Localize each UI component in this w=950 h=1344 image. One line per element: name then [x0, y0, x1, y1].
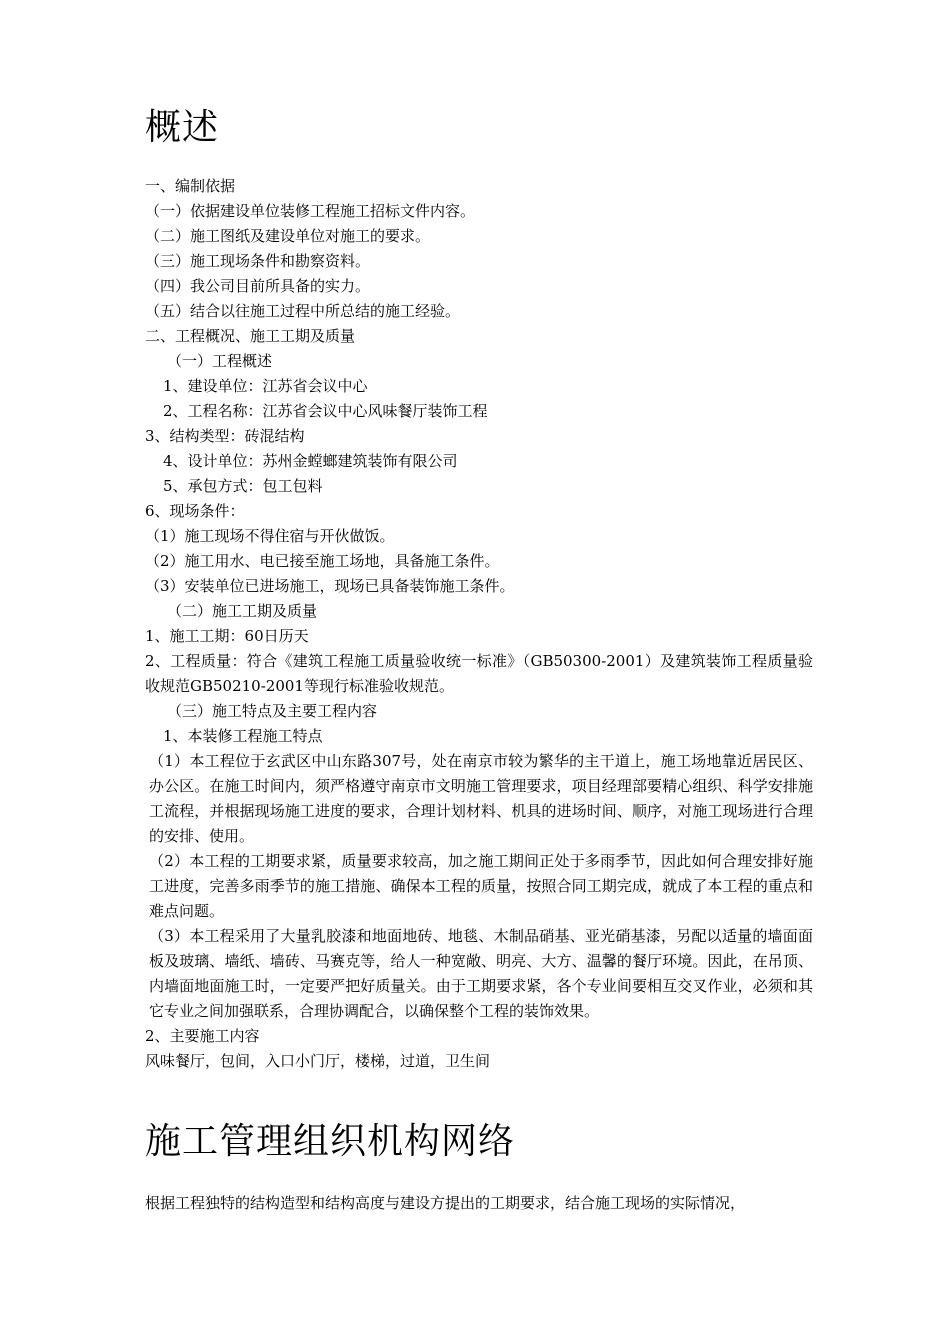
paragraph: （3）本工程采用了大量乳胶漆和地面地砖、地毯、木制品硝基、亚光硝基漆，另配以适量的墙面面板及玻璃、墙纸、墙砖、马赛克等，给人一种宽敞、明亮、大方、温馨的餐厅环境。因此，在吊顶、内墙面地面施工时，一定要严把好质量关。由于工期要求紧，各个专业间要相互交叉作业，必须和其它专业之间加强联系，合理协调配合，以确保整个工程的装饰效果。	[149, 927, 813, 1020]
text-line: 6、现场条件：	[145, 502, 245, 520]
text-line: 2、主要施工内容	[145, 1027, 260, 1045]
text-line: 1、施工工期：60日历天	[145, 627, 309, 645]
text-line: 1、建设单位：江苏省会议中心	[163, 377, 368, 395]
text-line: 4、设计单位：苏州金螳螂建筑装饰有限公司	[163, 452, 458, 470]
paragraph: （1）本工程位于玄武区中山东路307号，处在南京市较为繁华的主干道上，施工场地靠近居民区、办公区。在施工时间内，须严格遵守南京市文明施工管理要求，项目经理部要精心组织、科学安排施工流程，并根据现场施工进度的要求，合理计划材料、机具的进场时间、顺序，对施工现场进行合理的安排、使用。	[149, 752, 813, 845]
paragraph: 2、工程质量：符合《建筑工程施工质量验收统一标准》（GB50300-2001）及建筑装饰工程质量验收规范GB50210-2001等现行标准验收规范。	[145, 652, 813, 695]
text-line: （3）安装单位已进场施工，现场已具备装饰施工条件。	[145, 577, 515, 595]
overview-body	[145, 174, 813, 1074]
text-line: （四）我公司目前所具备的实力。	[145, 277, 371, 295]
text-line: （二）施工图纸及建设单位对施工的要求。	[145, 227, 431, 245]
text-line: 2、工程名称：江苏省会议中心风味餐厅装饰工程	[163, 402, 488, 420]
text-line: （一）依据建设单位装修工程施工招标文件内容。	[145, 202, 476, 220]
section-title-overview: 概述	[145, 107, 220, 148]
text-line: 5、承包方式：包工包料	[163, 477, 323, 495]
text-line: 1、本装修工程施工特点	[163, 727, 323, 745]
paragraph: （2）本工程的工期要求紧，质量要求较高，加之施工期间正处于多雨季节，因此如何合理安排好施工进度，完善多雨季节的施工措施、确保本工程的质量，按照合同工期完成，就成了本工程的重点和难点问题。	[149, 852, 813, 920]
text-line: （2）施工用水、电已接至施工场地，具备施工条件。	[145, 552, 500, 570]
text-line: 风味餐厅，包间，入口小门厅，楼梯，过道，卫生间	[145, 1052, 491, 1070]
text-line: （二）施工工期及质量	[167, 602, 318, 620]
organization-intro: 根据工程独特的结构造型和结构高度与建设方提出的工期要求，结合施工现场的实际情况，	[145, 1194, 746, 1212]
text-line: （一）工程概述	[167, 352, 273, 370]
text-line: （五）结合以往施工过程中所总结的施工经验。	[145, 302, 461, 320]
text-line: （1）施工现场不得住宿与开伙做饭。	[145, 527, 395, 545]
section-title-organization: 施工管理组织机构网络	[145, 1121, 516, 1162]
text-line: （三）施工特点及主要工程内容	[167, 702, 378, 720]
text-line: 3、结构类型：砖混结构	[145, 427, 305, 445]
text-line: 一、编制依据	[145, 177, 236, 195]
text-line: （三）施工现场条件和勘察资料。	[145, 252, 371, 270]
text-line: 二、工程概况、施工工期及质量	[145, 327, 356, 345]
